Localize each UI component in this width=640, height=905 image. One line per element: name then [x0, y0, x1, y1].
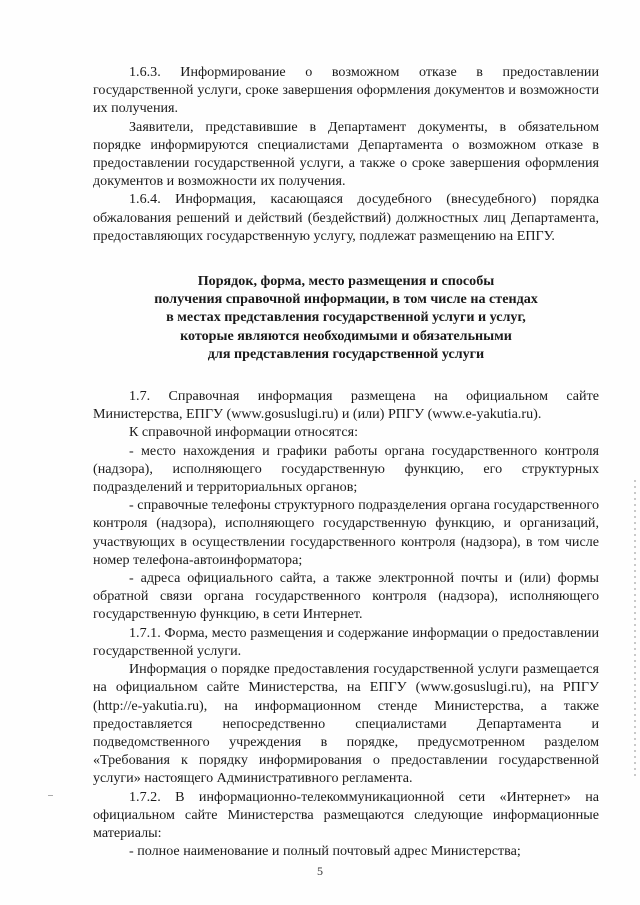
heading-line: получения справочной информации, в том числе на стендах [154, 291, 538, 308]
paragraph-info-placement: Информация о порядке предоставления государственной услуги размещается на официальном сайте Министерства, на ЕПГУ (www.gosuslugi.ru), на РПГУ (http://e-yakutia.ru), на информационном стенде Министерства, а также предоставляется непосредственно специалистами Департамента и подведомственного учреждения в порядке, предусмотренном разделом «Требования к порядку информирования о предоставлении государственной услуги» настоящего Административного регламента. [93, 661, 599, 787]
paragraph-1-6-3: 1.6.3. Информирование о возможном отказе в предоставлении государственной услуги, сроке завершения оформления документов и возможности их получения. [93, 64, 599, 117]
document-body [93, 63, 599, 860]
paragraph-1-7-2: 1.7.2. В информационно-телекоммуникационной сети «Интернет» на официальном сайте Министерства размещаются следующие информационные материалы: [93, 788, 599, 841]
paragraph-1-7-1: 1.7.1. Форма, место размещения и содержание информации о предоставлении государственной услуги. [93, 624, 599, 659]
paragraph-1-7: 1.7. Справочная информация размещена на официальном сайте Министерства, ЕПГУ (www.gosuslugi.ru) и (или) РПГУ (www.e-yakutia.ru). [93, 388, 599, 423]
paragraph-reference-info: К справочной информации относятся: [129, 424, 359, 441]
list-item-full-name: - полное наименование и полный почтовый адрес Министерства; [129, 843, 521, 860]
scan-edge-mark [634, 480, 636, 780]
heading-line: которые являются необходимыми и обязательными [180, 327, 512, 344]
list-item-location: - место нахождения и графики работы органа государственного контроля (надзора), исполняющего государственную функцию, его структурных подразделений и территориальных органов; [93, 442, 599, 496]
list-item-phones: - справочные телефоны структурного подразделения органа государственного контроля (надзора), исполняющего государственную функцию, и организаций, участвующих в осуществлении государственного контроля (надзора), в том числе номер телефона-автоинформатора; [93, 497, 599, 568]
paragraph-1-6-4: 1.6.4. Информация, касающаяся досудебного (внесудебного) порядка обжалования решений и действий (бездействий) должностных лиц Департамента, предоставляющих государственную услугу, подлежат размещению на ЕПГУ. [93, 191, 599, 244]
page-number: 5 [317, 864, 323, 878]
paragraph-applicants: Заявители, представившие в Департамент документы, в обязательном порядке информируются специалистами Департамента о возможном отказе в предоставлении государственной услуги, а также о сроке завершения оформления документов и возможности их получения. [93, 118, 599, 190]
heading-line: Порядок, форма, место размещения и способы [197, 273, 495, 290]
scan-margin-mark [48, 795, 53, 796]
heading-line: в местах представления государственной услуги и услуг, [166, 309, 526, 326]
section-heading [93, 272, 599, 363]
heading-line: для представления государственной услуги [207, 345, 485, 362]
list-item-addresses: - адреса официального сайта, а также электронной почты и (или) формы обратной связи органа государственного контроля (надзора), исполняющего государственную функцию, в сети Интернет. [93, 570, 599, 623]
